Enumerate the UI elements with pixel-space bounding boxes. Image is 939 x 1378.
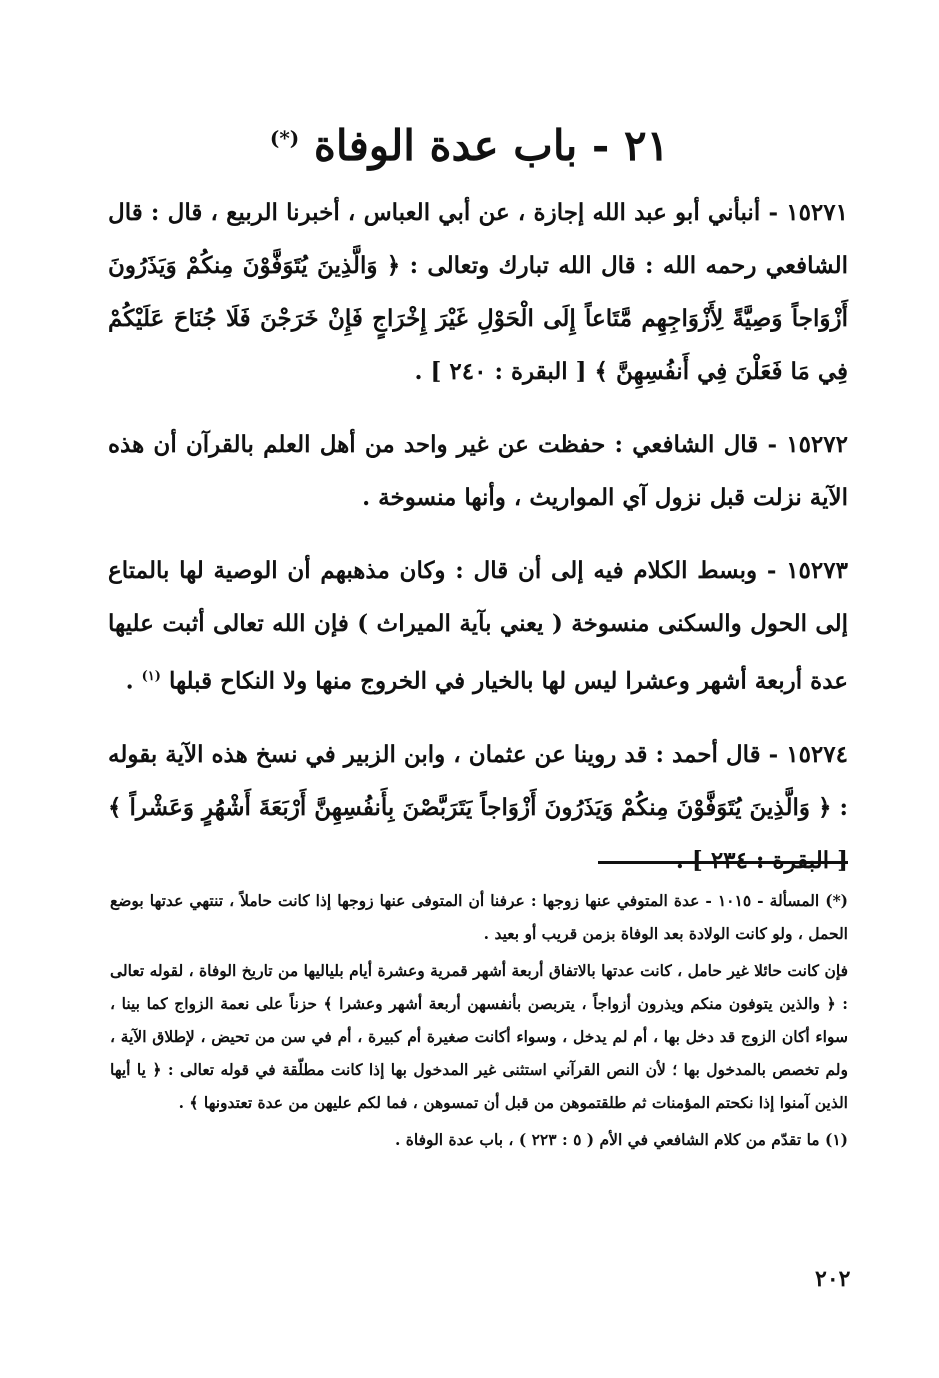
paragraph-number: ١٥٢٧٣ - [766,557,848,584]
paragraph-15273: ١٥٢٧٣ - وبسط الكلام فيه إلى أن قال : وكان مذهبهم أن الوصية لها بالمتاع إلى الحول والسكنى منسوخة ( يعني بآية الميراث ) فإن الله تعالى أثبت عليها عدة أربعة أشهر وعشرا ليس لها بالخيار في الخروج منها ولا النكاح قبلها $^{(١)}$ . [108,557,848,695]
footnote-ref: (١) [141,669,161,684]
paragraph-text: قال أحمد : قد روينا عن عثمان ، وابن الزبير في نسخ هذه الآية بقوله : ﴿ وَالَّذِينَ يُتَوَفَّوْنَ مِنكُمْ وَيَذَرُونَ أَزْوَاجاً يَتَرَبَّصْنَ بِأَنفُسِهِنَّ أَرْبَعَةَ أَشْهُرٍ وَعَشْراً ﴾ [108,740,848,821]
paragraph-number: ١٥٢٧٤ - [768,740,848,768]
main-text [108,186,848,887]
paragraph-15272 [108,418,848,524]
paragraph-text: قال الشافعي : حفظت عن غير واحد من أهل العلم بالقرآن أن هذه الآية نزلت قبل نزول آي المواريث ، وأنها منسوخة . [108,431,848,511]
paragraph-number: ١٥٢٧٢ - [767,431,848,458]
chapter-title [0,108,939,176]
footnote-star: (*) المسألة - ١٠١٥ - عدة المتوفي عنها زوجها : عرفنا أن المتوفى عنها زوجها إذا كانت حاملاً ، تنتهي عدتها بوضع الحمل ، ولو كانت الولادة بعد الوفاة بزمن قريب أو بعيد . [110,891,849,943]
chapter-title-text: ٢١ - باب عدة الوفاة [313,121,670,170]
footnote-divider [598,861,848,864]
paragraph-number: ١٥٢٧١ - [768,199,848,226]
footnote-1: (١) ما تقدّم من كلام الشافعي في الأم ( ٥ : ٢٢٣ ) ، باب عدة الوفاة . [395,1130,848,1149]
footnote-star-continued: فإن كانت حائلا غير حامل ، كانت عدتها بالاتفاق أربعة أشهر قمرية وعشرة أيام بلياليها من تاريخ الوفاة ، لقوله تعالى : ﴿ والذين يتوفون منكم ويذرون أزواجاً ، يتربصن بأنفسهن أربعة أشهر وعشرا ﴾ حزناً على نعمة الزواج كما بينا ، سواء أكان الزوج قد دخل بها ، أم لم يدخل ، وسواء أكانت صغيرة أم كبيرة ، أم في سن من تحيض ، لإطلاق الآية ، ولم تخصص بالمدخول بها ؛ لأن النص القرآني استثنى غير المدخول بها إذا كانت مطلّقة في قوله تعالى : ﴿ يا أيها الذين آمنوا إذا نكحتم المؤمنات ثم طلقتموهن من قبل أن تمسوهن ، فما لكم عليهن من عدة تعتدونها ﴾ . [110,961,848,1112]
paragraph-text: وبسط الكلام فيه إلى أن قال : وكان مذهبهم أن الوصية لها بالمتاع إلى الحول والسكنى منسوخة ( يعني بآية الميراث ) فإن الله تعالى أثبت عليها عدة أربعة أشهر وعشرا ليس لها بالخيار في الخروج منها ولا النكاح قبلها [108,557,848,695]
chapter-title-mark: (*) [269,126,300,150]
paragraph-15271 [108,186,848,398]
footnotes [110,884,848,1160]
paragraph-text: أنبأني أبو عبد الله إجازة ، عن أبي العباس ، أخبرنا الربيع ، قال : قال الشافعي رحمه الله : قال الله تبارك وتعالى : ﴿ وَالَّذِينَ يُتَوَفَّوْنَ مِنكُمْ وَيَذَرُونَ أَزْوَاجاً وَصِيَّةً لِأَزْوَاجِهِم مَّتَاعاً إِلَى الْحَوْلِ غَيْرَ إِخْرَاجٍ فَإِنْ خَرَجْنَ فَلَا جُنَاحَ عَلَيْكُمْ فِي مَا فَعَلْنَ فِي أَنفُسِهِنَّ ﴾ [ البقرة : ٢٤٠ ] . [108,199,848,385]
page-number: ٢٠٢ [815,1266,851,1292]
